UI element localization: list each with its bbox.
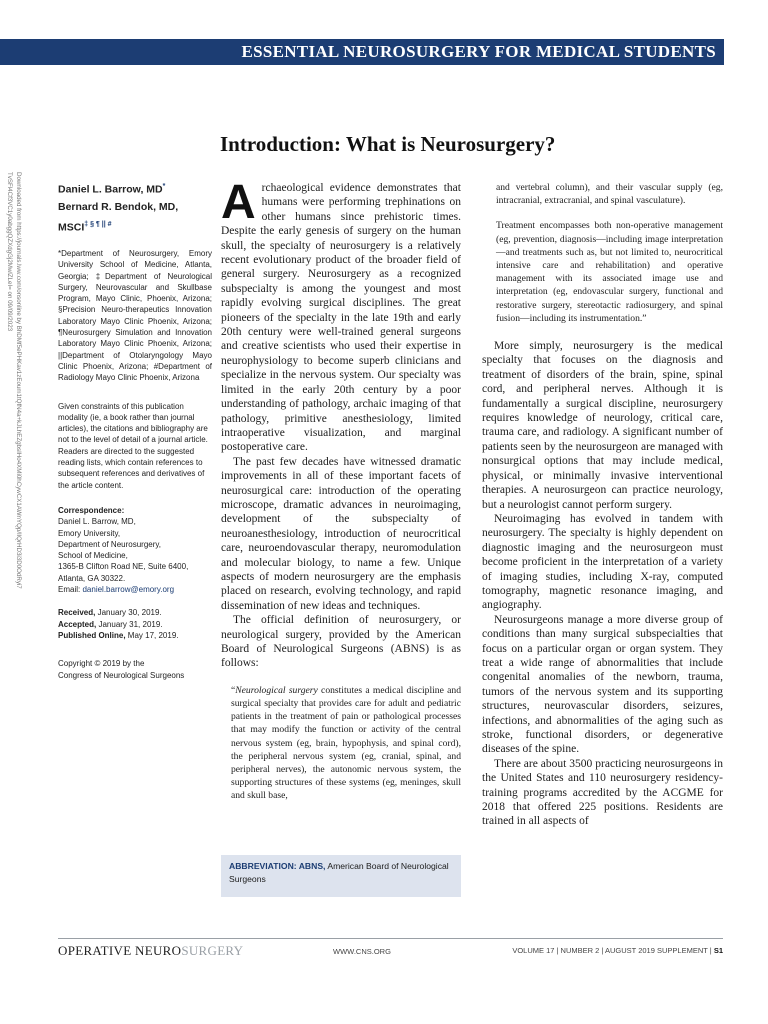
quote-continuation: and vertebral column), and their vascular supply (eg, intracranial, extracranial, and spinal vasculature). bbox=[496, 182, 723, 207]
correspondence-block bbox=[58, 516, 212, 595]
author-2: Bernard R. Bendok, MD, bbox=[58, 200, 179, 213]
correspondence-org1: Emory University, bbox=[58, 528, 121, 538]
treatment-quote: Treatment encompasses both non-operative management (eg, prevention, diagnosis—including image interpretation—and treatments such as, but not limited to, neurocritical intensive care and rehabilitation) and operative management with its associated image use and interpretation (eg, endovascular surgery, functional and restorative surgery, stereotactic radiosurgery, and spinal fusion—including its instrumentation.” bbox=[496, 220, 723, 324]
journal-name-dark: OPERATIVE NEURO bbox=[58, 943, 182, 958]
quote-text: constitutes a medical discipline and surgical specialty that provides care for adult and pediatric patients in the treatment of pain or pathological processes that may modify the function or activity of the central nervous system (eg, brain, hypophysis, and spinal cord), the peripheral nervous system (eg, cranial, spinal, and peripheral nerves), the autonomic nervous system, the supporting structures of these systems (eg, meninges, skull and skull base, bbox=[231, 684, 461, 802]
correspondence-address-1: 1365-B Clifton Road NE, Suite 6400, bbox=[58, 562, 189, 572]
paragraph-6: Neurosurgeons manage a more diverse group of conditions than many surgical subspecialties that focus on a particular organ or organ system. They treat a wide range of abnormalities that include congenital anomalies of the newborn, trauma, tumors of the nervous system and its supporting structures, neurovascular disorders, seizures, infections, and abnormalities of the aging such as stroke, functional disorders, or degenerative diseases of the spine. bbox=[482, 613, 723, 756]
received-date: January 30, 2019. bbox=[97, 608, 162, 618]
paragraph-3: The official definition of neurosurgery, or neurological surgery, provided by the American Board of Neurological Surgeons (ABNS) is as follows: bbox=[221, 614, 461, 670]
email-link[interactable]: daniel.barrow@emory.org bbox=[82, 585, 175, 595]
correspondence-name: Daniel L. Barrow, MD, bbox=[58, 517, 136, 527]
correspondence-org3: School of Medicine, bbox=[58, 551, 128, 561]
author-2-affiliation-marks: ‡ § ¶ || # bbox=[84, 220, 112, 228]
paragraph-4: More simply, neurosurgery is the medical specialty that focuses on the diagnosis and treatment of disorders of the brain, spine, spinal cord, and peripheral nerves. Although it is fundamentally a surgical discipline, neurosurgery requires knowledge of neurology, critical care, trauma care, and radiology. A significant number of patients seen by the neurosurgeon are managed with nonsurgical options that may include medical, physical, or minimally invasive interventional therapies. A neurosurgeon can practice neurology, but a neurologist cannot perform surgery. bbox=[482, 340, 723, 511]
series-banner: ESSENTIAL NEUROSURGERY FOR MEDICAL STUDENTS bbox=[0, 39, 724, 65]
quote-open-mark: “ bbox=[231, 684, 236, 696]
paragraph-1-text: rchaeological evidence demonstrates that humans were performing trephinations on other humans since prehistoric times. Despite the early genesis of surgery on the human skull, the specialty of neurosurgery is a relatively recent evolutionary product of the broader field of general surgery. Neurosurgery as a recognized subspecialty is among the youngest and most rapidly evolving surgical disciplines. The great pioneers of the specialty in the late 19th and early 20th century were well-trained general surgeons and creative scientists who used their expertise in neurophysiology to become superb clinicians and specialize in the nervous system. Our specialty was limited in the early 20th century by a poor understanding of pathology, archaic imaging of that pathology, primitive anesthesiology, limited intraoperative visualization, and marginal postoperative care. bbox=[221, 182, 461, 454]
download-notice bbox=[3, 172, 23, 592]
paragraph-2: The past few decades have witnessed dramatic improvements in all of these important facets of neurosurgical care: introduction of the operating microscope, dramatic advances in neuroimaging, development of the subspecialty of neuroanesthesiology, introduction of neurocritical care, neuroendovascular therapy, neuromodulation and molecular biology, to name a few. Unique aspects of modern neurosurgery are the emphasis placed on research, evolving technology, and rapid dissemination of new ideas and techniques. bbox=[221, 455, 461, 612]
journal-name bbox=[58, 943, 243, 959]
author-1-affiliation-mark: * bbox=[162, 183, 166, 190]
download-notice-text: Downloaded from https://journals.lww.com/onsonline by BhDMf5ePHKav1zEoum1tQfN4a+kJLhEZgbsIHo4XMi0hCywCX1AWnYQp/IlQrHD3i3D0OdRyi7TvSFl4Cf3VC1y0abggQZXdgGj2MwlZLeI= on 09/09/2023 bbox=[6, 172, 22, 589]
abbreviation-text: American Board of Neurological Surgeons bbox=[229, 861, 449, 884]
citation-note: Given constraints of this publication modality (ie, a book rather than journal articles), the citations and bibliography are not to the level of detail of a journal article. Readers are directed to the suggested reading lists, which contain references to subsequent references and derivatives of the article content. bbox=[58, 401, 208, 490]
accepted-label: Accepted, bbox=[58, 619, 97, 629]
published-label: Published Online, bbox=[58, 630, 126, 640]
body-column-right bbox=[482, 181, 723, 829]
paragraph-7: There are about 3500 practicing neurosurgeons in the United States and 110 neurosurgery residency-training programs accredited by the ACGME for 2018 that offered 225 positions. Residents are trained in all aspects of bbox=[482, 757, 723, 828]
issue-details: VOLUME 17 | NUMBER 2 | AUGUST 2019 SUPPLEMENT | bbox=[512, 946, 712, 955]
author-2-degree: MSCI bbox=[58, 221, 85, 233]
copyright bbox=[58, 658, 212, 681]
drop-cap: A bbox=[221, 176, 256, 229]
correspondence-org2: Department of Neurosurgery, bbox=[58, 539, 162, 549]
abbreviation-label: ABBREVIATION: ABNS, bbox=[229, 861, 326, 871]
author-1: Daniel L. Barrow, MD bbox=[58, 183, 163, 196]
paragraph-5: Neuroimaging has evolved in tandem with neurosurgery. The specialty is highly dependent on diagnostic imaging and the neurosurgeon must become proficient in the interpretation of a variety of imaging studies, including X-ray, computed tomography, magnetic resonance imaging, and angiography. bbox=[482, 512, 723, 612]
journal-name-light: SURGERY bbox=[181, 943, 244, 958]
email-label: Email: bbox=[58, 585, 81, 595]
quote-term: Neurological surgery bbox=[235, 684, 318, 696]
body-column-middle bbox=[221, 176, 461, 803]
issue-info bbox=[480, 946, 723, 955]
page-number: S1 bbox=[713, 946, 723, 955]
accepted-date: January 31, 2019. bbox=[98, 619, 163, 629]
affiliations: *Department of Neurosurgery, Emory University School of Medicine, Atlanta, Georgia; ‡Department of Neurological Surgery, Neurovascular and Skullbase Program, Mayo Clinic, Phoenix, Arizona; §Precision Neuro-therapeutics Innovation Laboratory Mayo Clinic Phoenix, Arizona; ¶Neurosurgery Simulation and Innovation Laboratory Mayo Clinic Phoenix, Arizona; ||Department of Otolaryngology Mayo Clinic Phoenix, Arizona; #Department of Radiology Mayo Clinic Phoenix, Arizona bbox=[58, 249, 212, 383]
journal-url[interactable]: WWW.CNS.ORG bbox=[333, 947, 391, 956]
received-label: Received, bbox=[58, 608, 96, 618]
correspondence-address-2: Atlanta, GA 30322. bbox=[58, 573, 126, 583]
abbreviation-box bbox=[221, 855, 461, 897]
correspondence-heading: Correspondence: bbox=[58, 505, 125, 515]
publication-dates bbox=[58, 607, 212, 641]
front-matter-column bbox=[58, 178, 212, 681]
footer-divider bbox=[58, 938, 723, 939]
abns-definition-quote bbox=[231, 684, 461, 803]
copyright-line-1: Copyright © 2019 by the bbox=[58, 659, 145, 669]
published-date: May 17, 2019. bbox=[127, 630, 179, 640]
article-title: Introduction: What is Neurosurgery? bbox=[220, 132, 556, 156]
paragraph-1 bbox=[221, 176, 461, 455]
author-list bbox=[58, 178, 212, 236]
copyright-line-2: Congress of Neurological Surgeons bbox=[58, 670, 185, 680]
